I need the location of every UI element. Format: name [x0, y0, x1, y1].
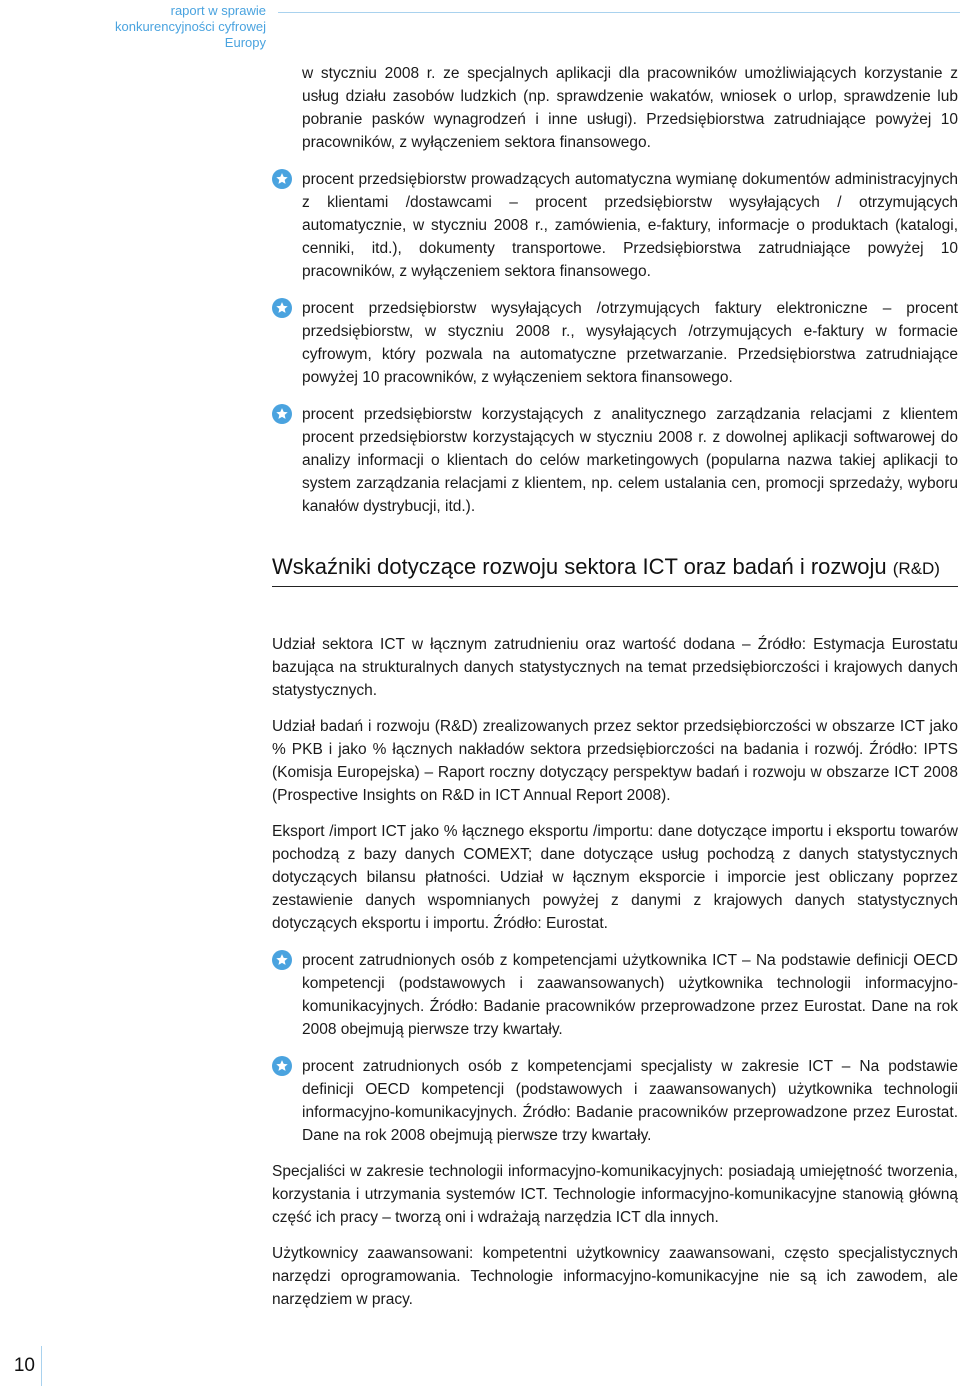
star-icon — [272, 404, 292, 424]
list-item-text: procent przedsiębiorstw prowadzących automatyczna wymianę dokumentów administracyjnych z klientami /dostawcami – procent przedsiębiorstw wysyłających / otrzymujących automatycznie, w styczniu 2008 r., zamówienia, e-faktury, informacje o produktach (katalogi, cenniki, itd.), dokumenty transportowe. Przedsiębiorstwa zatrudniające powyżej 10 pracowników, z wyłączeniem sektora finansowego. — [302, 171, 958, 280]
header-rule — [278, 12, 960, 13]
body-paragraph: Eksport /import ICT jako % łącznego eksportu /importu: dane dotyczące importu i eksportu towarów pochodzą z bazy danych COMEXT; dane dotyczące usług pochodzą z danych statystycznych dotyczących bilansu płatności. Udział w łącznym eksporcie i imporcie jest obliczany poprzez zestawienie danych wspomnianych powyżej z danymi z krajowych danych statystycznych dotyczących eksportu i importu. Źródło: Eurostat. — [272, 823, 958, 932]
page-content — [272, 62, 958, 1311]
star-icon — [272, 298, 292, 318]
list-item — [272, 168, 958, 283]
section-heading-suffix: (R&D) — [892, 559, 940, 578]
list-item — [272, 1055, 958, 1147]
section-heading — [272, 552, 958, 587]
star-icon — [272, 169, 292, 189]
running-header: raport w sprawie konkurencyjności cyfrowej Europy — [114, 3, 266, 50]
body-paragraph: Specjaliści w zakresie technologii informacyjno-komunikacyjnych: posiadają umiejętność tworzenia, korzystania i utrzymania systemów ICT. Technologie informacyjno-komunikacyjne stanowią główną część ich pracy – tworzą oni i wdrażają narzędzia ICT dla innych. — [272, 1163, 958, 1226]
list-item-text: procent przedsiębiorstw korzystających z analitycznego zarządzania relacjami z klientem procent przedsiębiorstw korzystających w styczniu 2008 r. z dowolnej aplikacji softwarowej do analizy informacji o klientach do celów marketingowych (popularna nazwa takiej aplikacji to system zarządzania relacjami z klientem, np. celem ustalania cen, promocji sprzedaży, wyboru kanałów dystrybucji, itd.). — [302, 406, 958, 515]
body-paragraph: Udział sektora ICT w łącznym zatrudnieniu oraz wartość dodana – Źródło: Estymacja Eurostatu bazująca na strukturalnych danych statystycznych na temat przedsiębiorczości i krajowych danych statystycznych. — [272, 636, 958, 699]
star-icon — [272, 1056, 292, 1076]
body-paragraph: Udział badań i rozwoju (R&D) zrealizowanych przez sektor przedsiębiorczości w obszarze ICT jako % PKB i jako % łącznych nakładów sektora przedsiębiorczości na badania i rozwój. Źródło: IPTS (Komisja Europejska) – Raport roczny dotyczący perspektyw badań i rozwoju w obszarze ICT 2008 (Prospective Insights on R&D in ICT Annual Report 2008). — [272, 718, 958, 804]
page-number: 10 — [0, 1346, 42, 1386]
list-item-text: procent zatrudnionych osób z kompetencjami użytkownika ICT – Na podstawie definicji OECD kompetencji (podstawowych i zaawansowanych) użytkownika technologii informacyjno-komunikacyjnych. Źródło: Badanie pracowników przeprowadzone przez Eurostat. Dane na rok 2008 obejmują pierwsze trzy kwartały. — [302, 952, 958, 1038]
list-item-text: procent zatrudnionych osób z kompetencjami specjalisty w zakresie ICT – Na podstawie definicji OECD kompetencji (podstawowych i zaawansowanych) użytkownika technologii informacyjno-komunikacyjnych. Źródło: Badanie pracowników przeprowadzone przez Eurostat. Dane na rok 2008 obejmują pierwsze trzy kwartały. — [302, 1058, 958, 1144]
star-icon — [272, 950, 292, 970]
section-heading-text: Wskaźniki dotyczące rozwoju sektora ICT oraz badań i rozwoju — [272, 554, 887, 579]
list-item — [272, 297, 958, 389]
list-item-text: procent przedsiębiorstw wysyłających /otrzymujących faktury elektroniczne – procent przedsiębiorstw, w styczniu 2008 r., wysyłających /otrzymujących e-faktury w formacie cyfrowym, który pozwala na automatyczne przetwarzanie. Przedsiębiorstwa zatrudniające powyżej 10 pracowników, z wyłączeniem sektora finansowego. — [302, 300, 958, 386]
list-item — [272, 949, 958, 1041]
body-paragraph: Użytkownicy zaawansowani: kompetentni użytkownicy zaawansowani, często specjalistycznych narzędzi oprogramowania. Technologie informacyjno-komunikacyjne nie są ich zawodem, ale narzędziem w pracy. — [272, 1245, 958, 1308]
continued-paragraph: w styczniu 2008 r. ze specjalnych aplikacji dla pracowników umożliwiających korzystanie z usług działu zasobów ludzkich (np. sprawdzenie wakatów, wniosek o urlop, sprawdzenie lub pobranie pasków wynagrodzeń i inne usługi). Przedsiębiorstwa zatrudniające powyżej 10 pracowników, z wyłączeniem sektora finansowego. — [302, 65, 958, 151]
list-item — [272, 403, 958, 518]
